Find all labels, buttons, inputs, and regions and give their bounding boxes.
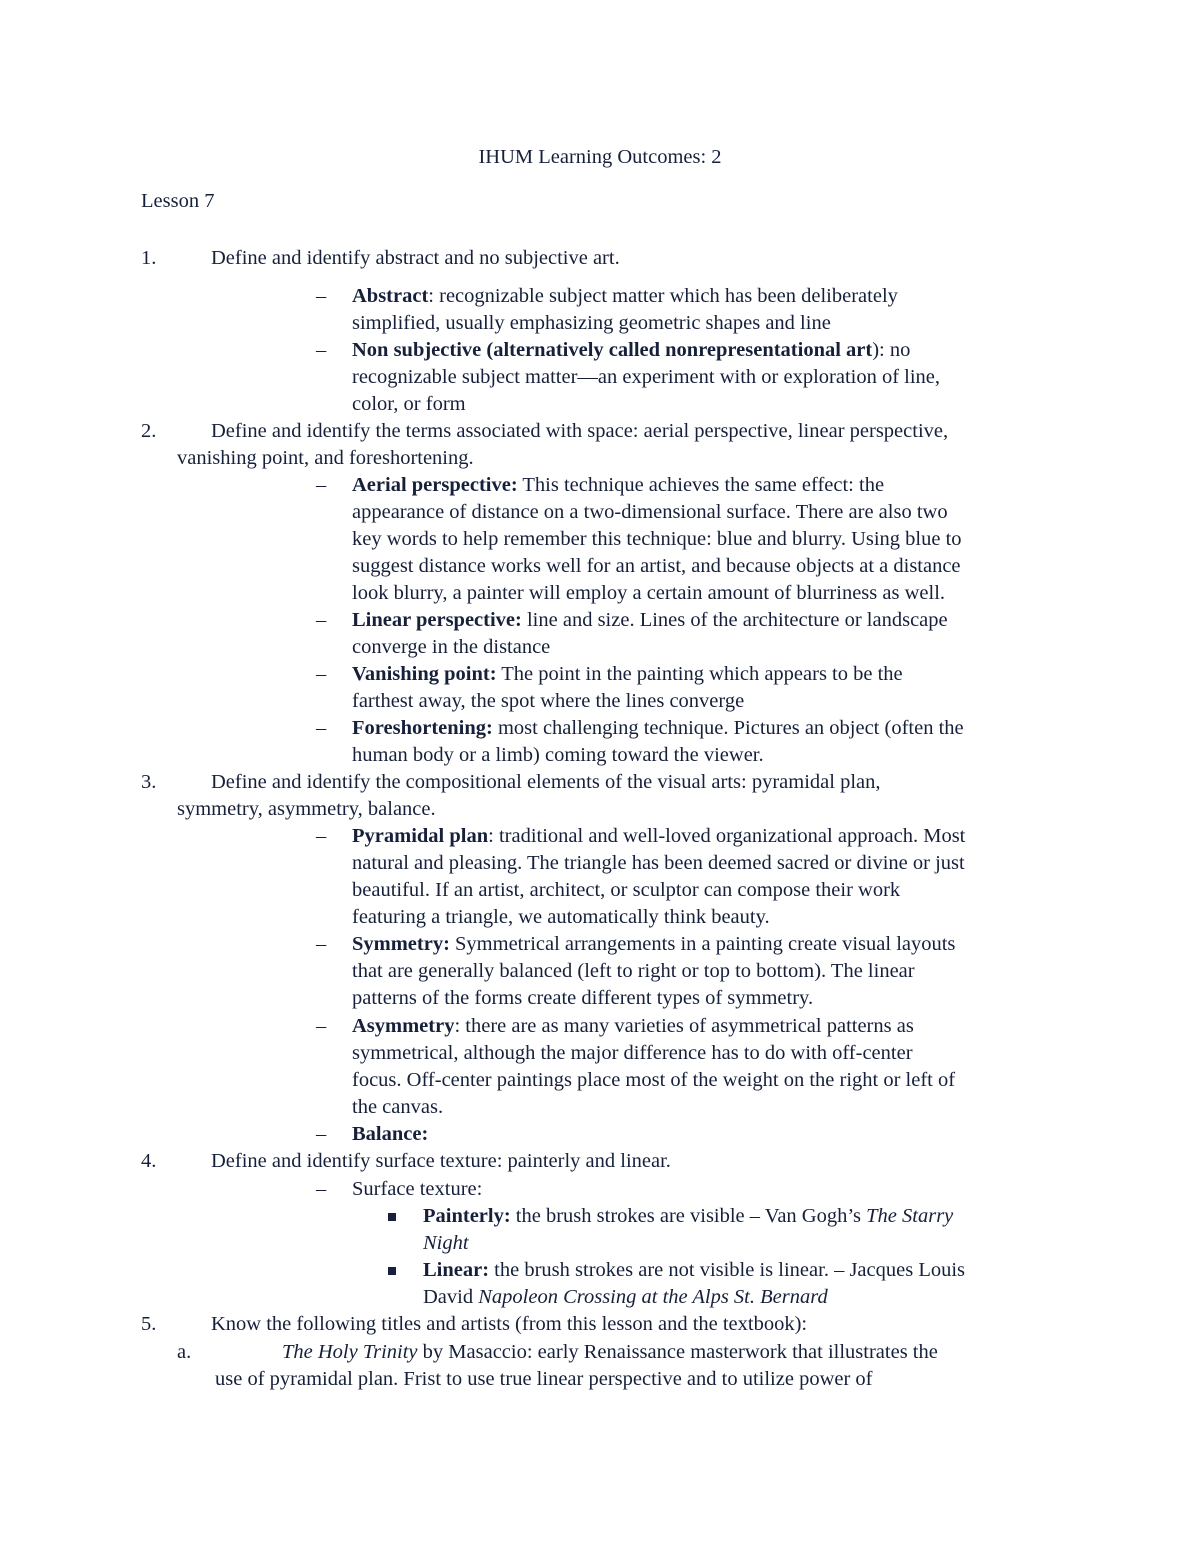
item-number: 2. [141,420,157,442]
bullet-text [352,1121,428,1148]
bullet-term: Symmetry: [352,933,450,955]
bullet-dash: – [316,285,327,307]
bullet-text-line: natural and pleasing. The triangle has been deemed sacred or divine or just [352,852,965,874]
bullet-text: Asymmetry: there are as many varieties of asymmetrical patterns as [352,1015,914,1037]
bullet-text: Aerial perspective: This technique achieves the same effect: the [352,474,885,496]
bullet-text: Symmetry: Symmetrical arrangements in a painting create visual layouts [352,933,956,955]
bullet-text-line: converge in the distance [352,636,551,658]
bullet-text-line: recognizable subject matter—an experiment with or exploration of line, [352,366,941,388]
subbullet-text: Linear: the brush strokes are not visible is linear. – Jacques Louis [423,1259,966,1281]
bullet-text-line: simplified, usually emphasizing geometric shapes and line [352,312,831,334]
bullet-dash: – [316,933,327,955]
item-question: Define and identify abstract and no subjective art. [211,247,620,269]
item-question-line: vanishing point, and foreshortening. [177,447,474,469]
sub-item-text-line: use of pyramidal plan. Frist to use true linear perspective and to utilize power of [215,1368,873,1390]
bullet-term: Aerial perspective: [352,474,518,496]
sub-item-letter: a. [177,1341,192,1363]
bullet-text-line: appearance of distance on a two-dimensional surface. There are also two [352,501,948,523]
bullet-text: Pyramidal plan: traditional and well-loved organizational approach. Most [352,825,966,847]
bullet-text: Vanishing point: The point in the painting which appears to be the [352,663,903,685]
sub-item-text: The Holy Trinity by Masaccio: early Renaissance masterwork that illustrates the [282,1341,938,1363]
page-title: IHUM Learning Outcomes: 2 [478,146,722,168]
square-bullet-icon [388,1267,396,1275]
item-question: Define and identify the terms associated with space: aerial perspective, linear perspective, [211,420,949,442]
item-question-line: symmetry, asymmetry, balance. [177,798,436,820]
item-number: 4. [141,1150,157,1172]
bullet-term: Pyramidal plan [352,825,489,847]
bullet-term: Non subjective (alternatively called nonrepresentational art [352,339,873,361]
bullet-term: Foreshortening: [352,717,493,739]
bullet-term: Painterly: [423,1205,511,1227]
subbullet-text: Painterly: the brush strokes are visible – Van Gogh’s The Starry [423,1205,954,1227]
item-question: Know the following titles and artists (from this lesson and the textbook): [211,1313,808,1335]
bullet-term: Linear: [423,1259,490,1281]
bullet-text: Surface texture: [352,1178,483,1200]
square-bullet-icon [388,1213,396,1221]
subbullet-text-line: David Napoleon Crossing at the Alps St. Bernard [423,1286,828,1308]
bullet-term: Abstract [352,285,429,307]
item-number: 5. [141,1313,157,1335]
bullet-text-line: beautiful. If an artist, architect, or sculptor can compose their work [352,879,901,901]
bullet-text-line: key words to help remember this technique: blue and blurry. Using blue to [352,528,962,550]
bullet-term: Asymmetry [352,1015,455,1037]
bullet-text-line: patterns of the forms create different types of symmetry. [352,987,814,1009]
bullet-dash: – [316,825,327,847]
item-question: Define and identify surface texture: painterly and linear. [211,1150,671,1172]
bullet-text-line: symmetrical, although the major difference has to do with off-center [352,1042,913,1064]
bullet-dash: – [316,474,327,496]
bullet-term: Balance: [352,1123,429,1145]
bullet-dash: – [316,339,327,361]
bullet-text-line: look blurry, a painter will employ a certain amount of blurriness as well. [352,582,946,604]
bullet-text-line: color, or form [352,393,466,415]
subbullet-text-line: Night [423,1232,469,1254]
bullet-text: Foreshortening: most challenging technique. Pictures an object (often the [352,717,964,739]
bullet-dash: – [316,663,327,685]
item-number: 1. [141,247,157,269]
bullet-text: Non subjective (alternatively called nonrepresentational art): no [352,339,911,361]
bullet-dash: – [316,1123,327,1145]
bullet-term: Linear perspective: [352,609,522,631]
item-number: 3. [141,771,157,793]
bullet-text: Abstract: recognizable subject matter which has been deliberately [352,285,898,307]
bullet-dash: – [316,1178,327,1200]
bullet-text-line: featuring a triangle, we automatically think beauty. [352,906,770,928]
bullet-text-line: suggest distance works well for an artist, and because objects at a distance [352,555,961,577]
bullet-dash: – [316,609,327,631]
bullet-text: Linear perspective: line and size. Lines of the architecture or landscape [352,609,948,631]
bullet-dash: – [316,1015,327,1037]
bullet-text-line: focus. Off-center paintings place most of the weight on the right or left of [352,1069,956,1091]
bullet-term: Vanishing point: [352,663,497,685]
item-question: Define and identify the compositional elements of the visual arts: pyramidal plan, [211,771,881,793]
bullet-text-line: human body or a limb) coming toward the viewer. [352,744,764,766]
lesson-heading: Lesson 7 [141,190,215,212]
bullet-dash: – [316,717,327,739]
bullet-text-line: the canvas. [352,1096,444,1118]
bullet-text-line: that are generally balanced (left to right or top to bottom). The linear [352,960,915,982]
bullet-text-line: farthest away, the spot where the lines converge [352,690,745,712]
